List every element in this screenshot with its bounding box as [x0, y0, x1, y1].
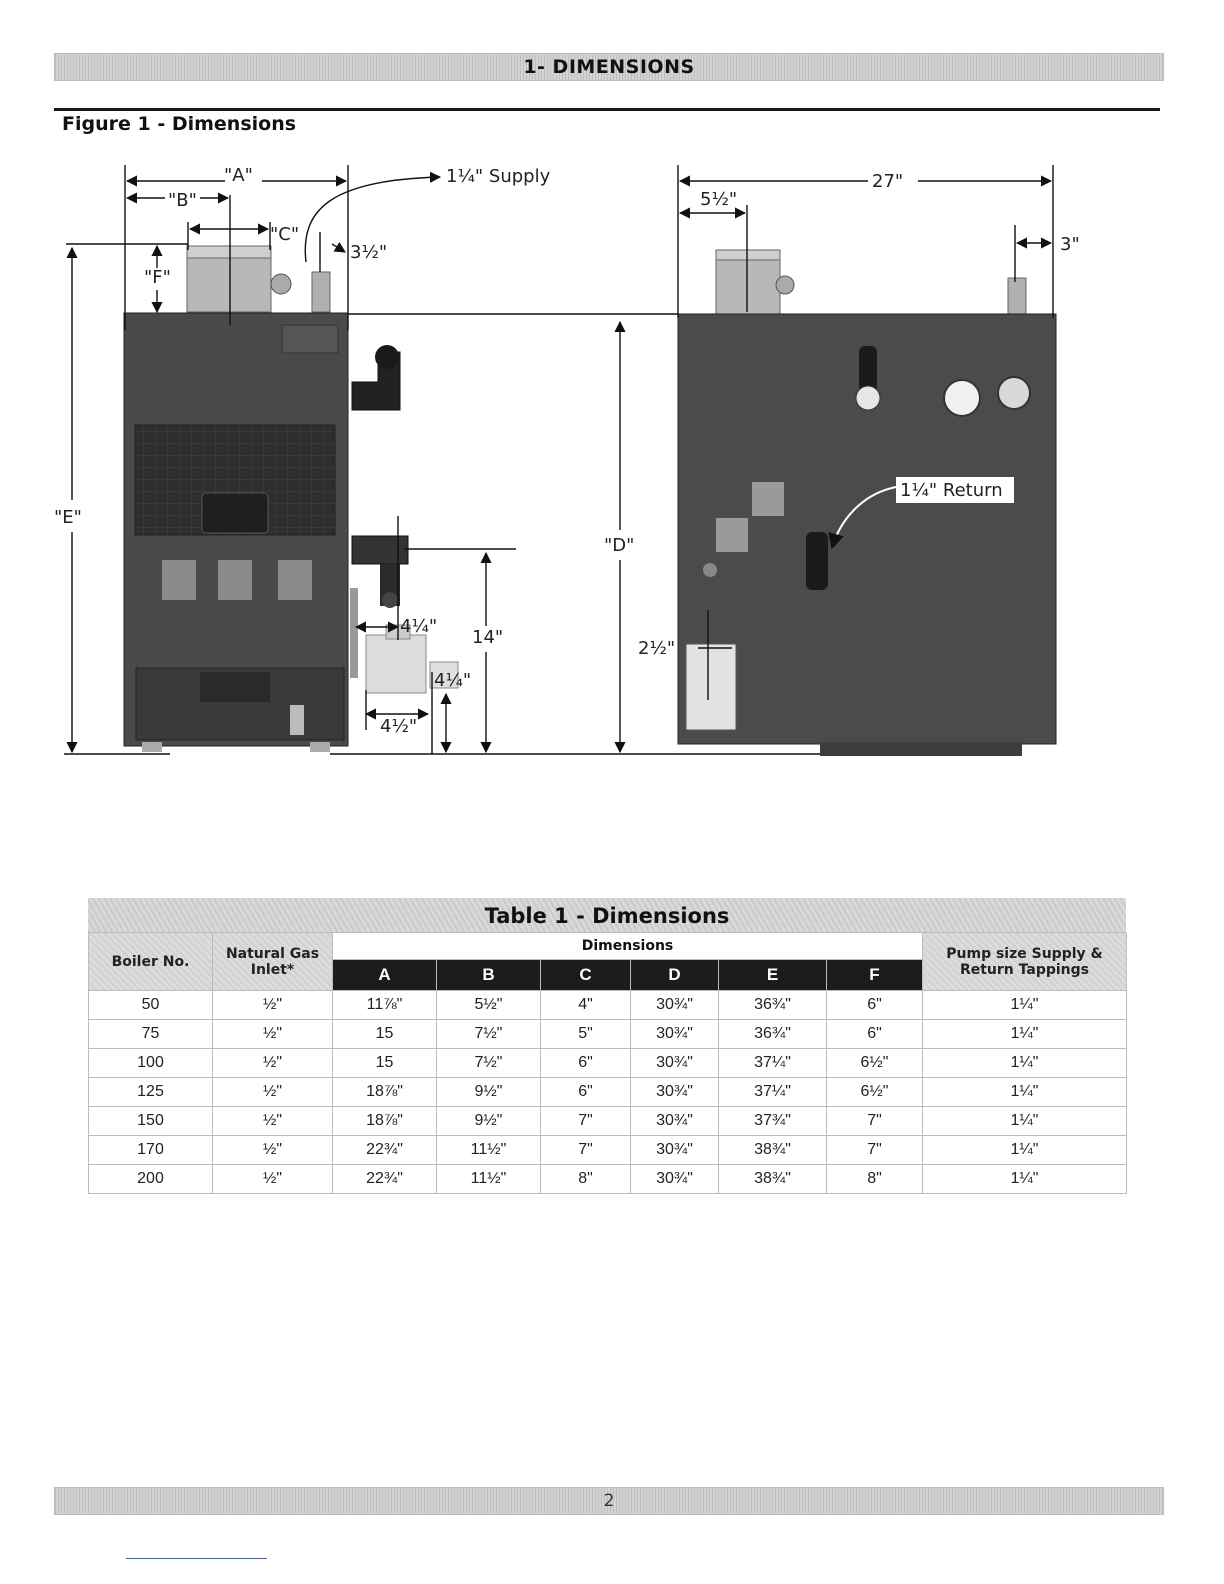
label-e: "E": [54, 507, 82, 528]
cell-pump: 1¼": [923, 1049, 1127, 1078]
cell-c: 4": [541, 991, 631, 1020]
cell-f: 6½": [827, 1049, 923, 1078]
cell-c: 7": [541, 1136, 631, 1165]
cell-d: 30¾": [631, 1049, 719, 1078]
front-view-boiler: [124, 246, 458, 752]
cell-c: 8": [541, 1165, 631, 1194]
label-four-half: 4½": [380, 716, 418, 737]
label-four-quarter-horizontal: 4¼": [400, 616, 438, 637]
cell-f: 6": [827, 991, 923, 1020]
cell-boiler-no: 50: [89, 991, 213, 1020]
label-supply: 1¼" Supply: [446, 166, 551, 187]
footer-link-underline: [126, 1558, 267, 1559]
dimensions-table-grid: [88, 932, 1127, 1194]
cell-a: 18⅞": [333, 1078, 437, 1107]
table-row: [89, 1136, 1127, 1165]
cell-pump: 1¼": [923, 1107, 1127, 1136]
cell-b: 9½": [437, 1107, 541, 1136]
cell-pump: 1¼": [923, 1136, 1127, 1165]
cell-f: 6½": [827, 1078, 923, 1107]
label-a: "A": [224, 165, 253, 186]
cell-a: 15: [333, 1020, 437, 1049]
label-return: 1¼" Return: [900, 480, 1003, 501]
cell-boiler-no: 150: [89, 1107, 213, 1136]
cell-b: 7½": [437, 1020, 541, 1049]
header-col-a: A: [333, 960, 437, 991]
cell-b: 7½": [437, 1049, 541, 1078]
cell-c: 6": [541, 1049, 631, 1078]
cell-gas-inlet: ½": [213, 1078, 333, 1107]
cell-c: 7": [541, 1107, 631, 1136]
label-three: 3": [1060, 234, 1080, 255]
cell-pump: 1¼": [923, 1078, 1127, 1107]
header-col-d: D: [631, 960, 719, 991]
cell-f: 6": [827, 1020, 923, 1049]
label-c: "C": [270, 224, 300, 245]
cell-e: 37¾": [719, 1107, 827, 1136]
cell-d: 30¾": [631, 1020, 719, 1049]
table-row: [89, 1078, 1127, 1107]
cell-a: 22¾": [333, 1165, 437, 1194]
header-pump-size: Pump size Supply & Return Tappings: [923, 933, 1127, 991]
table-row: [89, 991, 1127, 1020]
section-title: 1- DIMENSIONS: [523, 56, 695, 78]
label-f: "F": [144, 267, 171, 288]
header-col-c: C: [541, 960, 631, 991]
cell-gas-inlet: ½": [213, 1136, 333, 1165]
cell-d: 30¾": [631, 1136, 719, 1165]
page-number: 2: [603, 1491, 615, 1511]
cell-a: 15: [333, 1049, 437, 1078]
header-col-b: B: [437, 960, 541, 991]
cell-b: 11½": [437, 1165, 541, 1194]
cell-e: 38¾": [719, 1136, 827, 1165]
table-row: [89, 1020, 1127, 1049]
label-two-half: 2½": [638, 638, 676, 659]
cell-a: 18⅞": [333, 1107, 437, 1136]
label-twenty-seven: 27": [872, 171, 904, 192]
cell-gas-inlet: ½": [213, 1049, 333, 1078]
cell-gas-inlet: ½": [213, 1107, 333, 1136]
cell-b: 11½": [437, 1136, 541, 1165]
cell-c: 6": [541, 1078, 631, 1107]
figure-title: Figure 1 - Dimensions: [62, 113, 297, 135]
cell-gas-inlet: ½": [213, 1020, 333, 1049]
cell-b: 5½": [437, 991, 541, 1020]
cell-pump: 1¼": [923, 1020, 1127, 1049]
cell-e: 38¾": [719, 1165, 827, 1194]
cell-boiler-no: 75: [89, 1020, 213, 1049]
label-fourteen: 14": [472, 627, 504, 648]
cell-pump: 1¼": [923, 1165, 1127, 1194]
cell-d: 30¾": [631, 1107, 719, 1136]
cell-b: 9½": [437, 1078, 541, 1107]
table-row: [89, 1165, 1127, 1194]
header-col-e: E: [719, 960, 827, 991]
cell-d: 30¾": [631, 1165, 719, 1194]
cell-f: 8": [827, 1165, 923, 1194]
cell-boiler-no: 200: [89, 1165, 213, 1194]
table-row: [89, 1107, 1127, 1136]
cell-d: 30¾": [631, 991, 719, 1020]
header-boiler-no: Boiler No.: [89, 933, 213, 991]
footer-band: [54, 1487, 1164, 1515]
cell-gas-inlet: ½": [213, 1165, 333, 1194]
label-b: "B": [168, 190, 197, 211]
cell-e: 37¼": [719, 1049, 827, 1078]
label-five-half: 5½": [700, 189, 738, 210]
cell-d: 30¾": [631, 1078, 719, 1107]
cell-f: 7": [827, 1136, 923, 1165]
cell-boiler-no: 170: [89, 1136, 213, 1165]
header-dimensions: Dimensions: [333, 933, 923, 960]
table-title: Table 1 - Dimensions: [484, 904, 730, 928]
label-d: "D": [604, 535, 635, 556]
header-col-f: F: [827, 960, 923, 991]
header-natural-gas: Natural Gas Inlet*: [213, 933, 333, 991]
table-title-bar: [88, 898, 1126, 932]
label-three-half: 3½": [350, 242, 388, 263]
table-row: [89, 1049, 1127, 1078]
cell-pump: 1¼": [923, 991, 1127, 1020]
cell-f: 7": [827, 1107, 923, 1136]
cell-a: 22¾": [333, 1136, 437, 1165]
cell-c: 5": [541, 1020, 631, 1049]
cell-gas-inlet: ½": [213, 991, 333, 1020]
dimensions-figure: [0, 0, 1224, 780]
cell-e: 37¼": [719, 1078, 827, 1107]
cell-boiler-no: 125: [89, 1078, 213, 1107]
cell-e: 36¾": [719, 991, 827, 1020]
cell-boiler-no: 100: [89, 1049, 213, 1078]
label-four-quarter-vertical: 4¼": [434, 670, 472, 691]
dimensions-table: [88, 898, 1126, 1194]
cell-a: 11⅞": [333, 991, 437, 1020]
cell-e: 36¾": [719, 1020, 827, 1049]
